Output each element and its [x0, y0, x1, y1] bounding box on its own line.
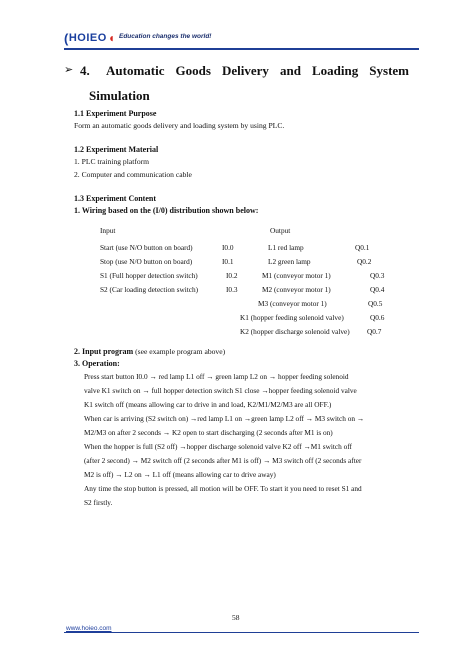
logo-bracket-icon: (	[64, 30, 69, 46]
input-label: Start (use N/O button on board)	[100, 243, 193, 252]
input-address: I0.2	[226, 271, 238, 280]
output-column-header: Output	[270, 226, 291, 235]
output-address: Q0.4	[370, 285, 385, 294]
output-label: L1 red lamp	[268, 243, 304, 252]
chapter-number: 4.	[80, 63, 90, 78]
operation-line: (after 2 second) → M2 switch off (2 seconds after M1 is off) → M3 switch off (2 seconds after	[84, 456, 362, 465]
output-address: Q0.6	[370, 313, 385, 322]
operation-line: valve K1 switch on → full hopper detection switch S1 close →hopper feeding solenoid valve	[84, 386, 357, 395]
input-program-heading: 2. Input program	[74, 347, 134, 356]
section-heading-content: 1.3 Experiment Content	[74, 194, 156, 203]
material-item: 1. PLC training platform	[74, 157, 150, 166]
material-item: 2. Computer and communication cable	[74, 170, 192, 179]
purpose-text: Form an automatic goods delivery and loading system by using PLC.	[74, 121, 285, 130]
section-heading-purpose: 1.1 Experiment Purpose	[74, 109, 157, 118]
operation-line: Press start button I0.0 → red lamp L1 off → green lamp L2 on → hopper feeding solenoid	[84, 372, 349, 381]
chapter-title	[64, 63, 409, 79]
operation-line: When the hopper is full (S2 off) →hopper discharge solenoid valve K2 off →M1 switch off	[84, 442, 352, 451]
output-address: Q0.2	[357, 257, 372, 266]
input-address: I0.0	[222, 243, 234, 252]
input-column-header: Input	[100, 226, 116, 235]
logo-mark-icon: ◖	[107, 31, 116, 45]
input-address: I0.3	[226, 285, 238, 294]
operation-heading: 3. Operation:	[74, 359, 120, 368]
output-label: K1 (hopper feeding solenoid valve)	[240, 313, 344, 322]
section-heading-material: 1.2 Experiment Material	[74, 145, 159, 154]
logo-text: HOIEO	[68, 32, 107, 44]
footer-divider	[64, 632, 419, 633]
brand-logo	[64, 30, 117, 46]
header-divider	[64, 48, 419, 50]
output-address: Q0.3	[370, 271, 385, 280]
input-address: I0.1	[222, 257, 234, 266]
input-label: Stop (use N/O button on board)	[100, 257, 193, 266]
chapter-title-line1: Automatic Goods Delivery and Loading System	[106, 63, 409, 78]
page-number: 58	[232, 613, 240, 622]
output-label: M3 (conveyor motor 1)	[258, 299, 327, 308]
input-program-line	[74, 347, 225, 356]
output-address: Q0.5	[368, 299, 383, 308]
operation-line: When car is arriving (S2 switch on) →red lamp L1 on →green lamp L2 off → M3 switch on →	[84, 414, 365, 423]
operation-line: Any time the stop button is pressed, all motion will be OFF. To start it you need to reset S1 and	[84, 484, 362, 493]
output-label: M2 (conveyor motor 1)	[262, 285, 331, 294]
input-label: S2 (Car loading detection switch)	[100, 285, 199, 294]
output-address: Q0.1	[355, 243, 370, 252]
wiring-subheading: 1. Wiring based on the (I/0) distribution shown below:	[74, 206, 259, 215]
input-label: S1 (Full hopper detection switch)	[100, 271, 198, 280]
output-address: Q0.7	[367, 327, 382, 336]
operation-line: K1 switch off (means allowing car to drive in and load, K2/M1/M2/M3 are all OFF.)	[84, 400, 332, 409]
chapter-title-line2: Simulation	[89, 88, 150, 103]
header-tagline: Education changes the world!	[119, 33, 212, 40]
website-link[interactable]: www.hoieo.com	[66, 625, 112, 632]
output-label: K2 (hopper discharge solenoid valve)	[240, 327, 350, 336]
output-label: L2 green lamp	[268, 257, 311, 266]
arrow-bullet-icon: ➢	[64, 63, 74, 76]
operation-line: S2 firstly.	[84, 498, 113, 507]
operation-line: M2/M3 on after 2 seconds → K2 open to start discharging (2 seconds after M1 is on)	[84, 428, 333, 437]
operation-line: M2 is off) → L2 on → L1 off (means allowing car to drive away)	[84, 470, 276, 479]
input-program-note: (see example program above)	[133, 347, 226, 356]
output-label: M1 (conveyor motor 1)	[262, 271, 331, 280]
